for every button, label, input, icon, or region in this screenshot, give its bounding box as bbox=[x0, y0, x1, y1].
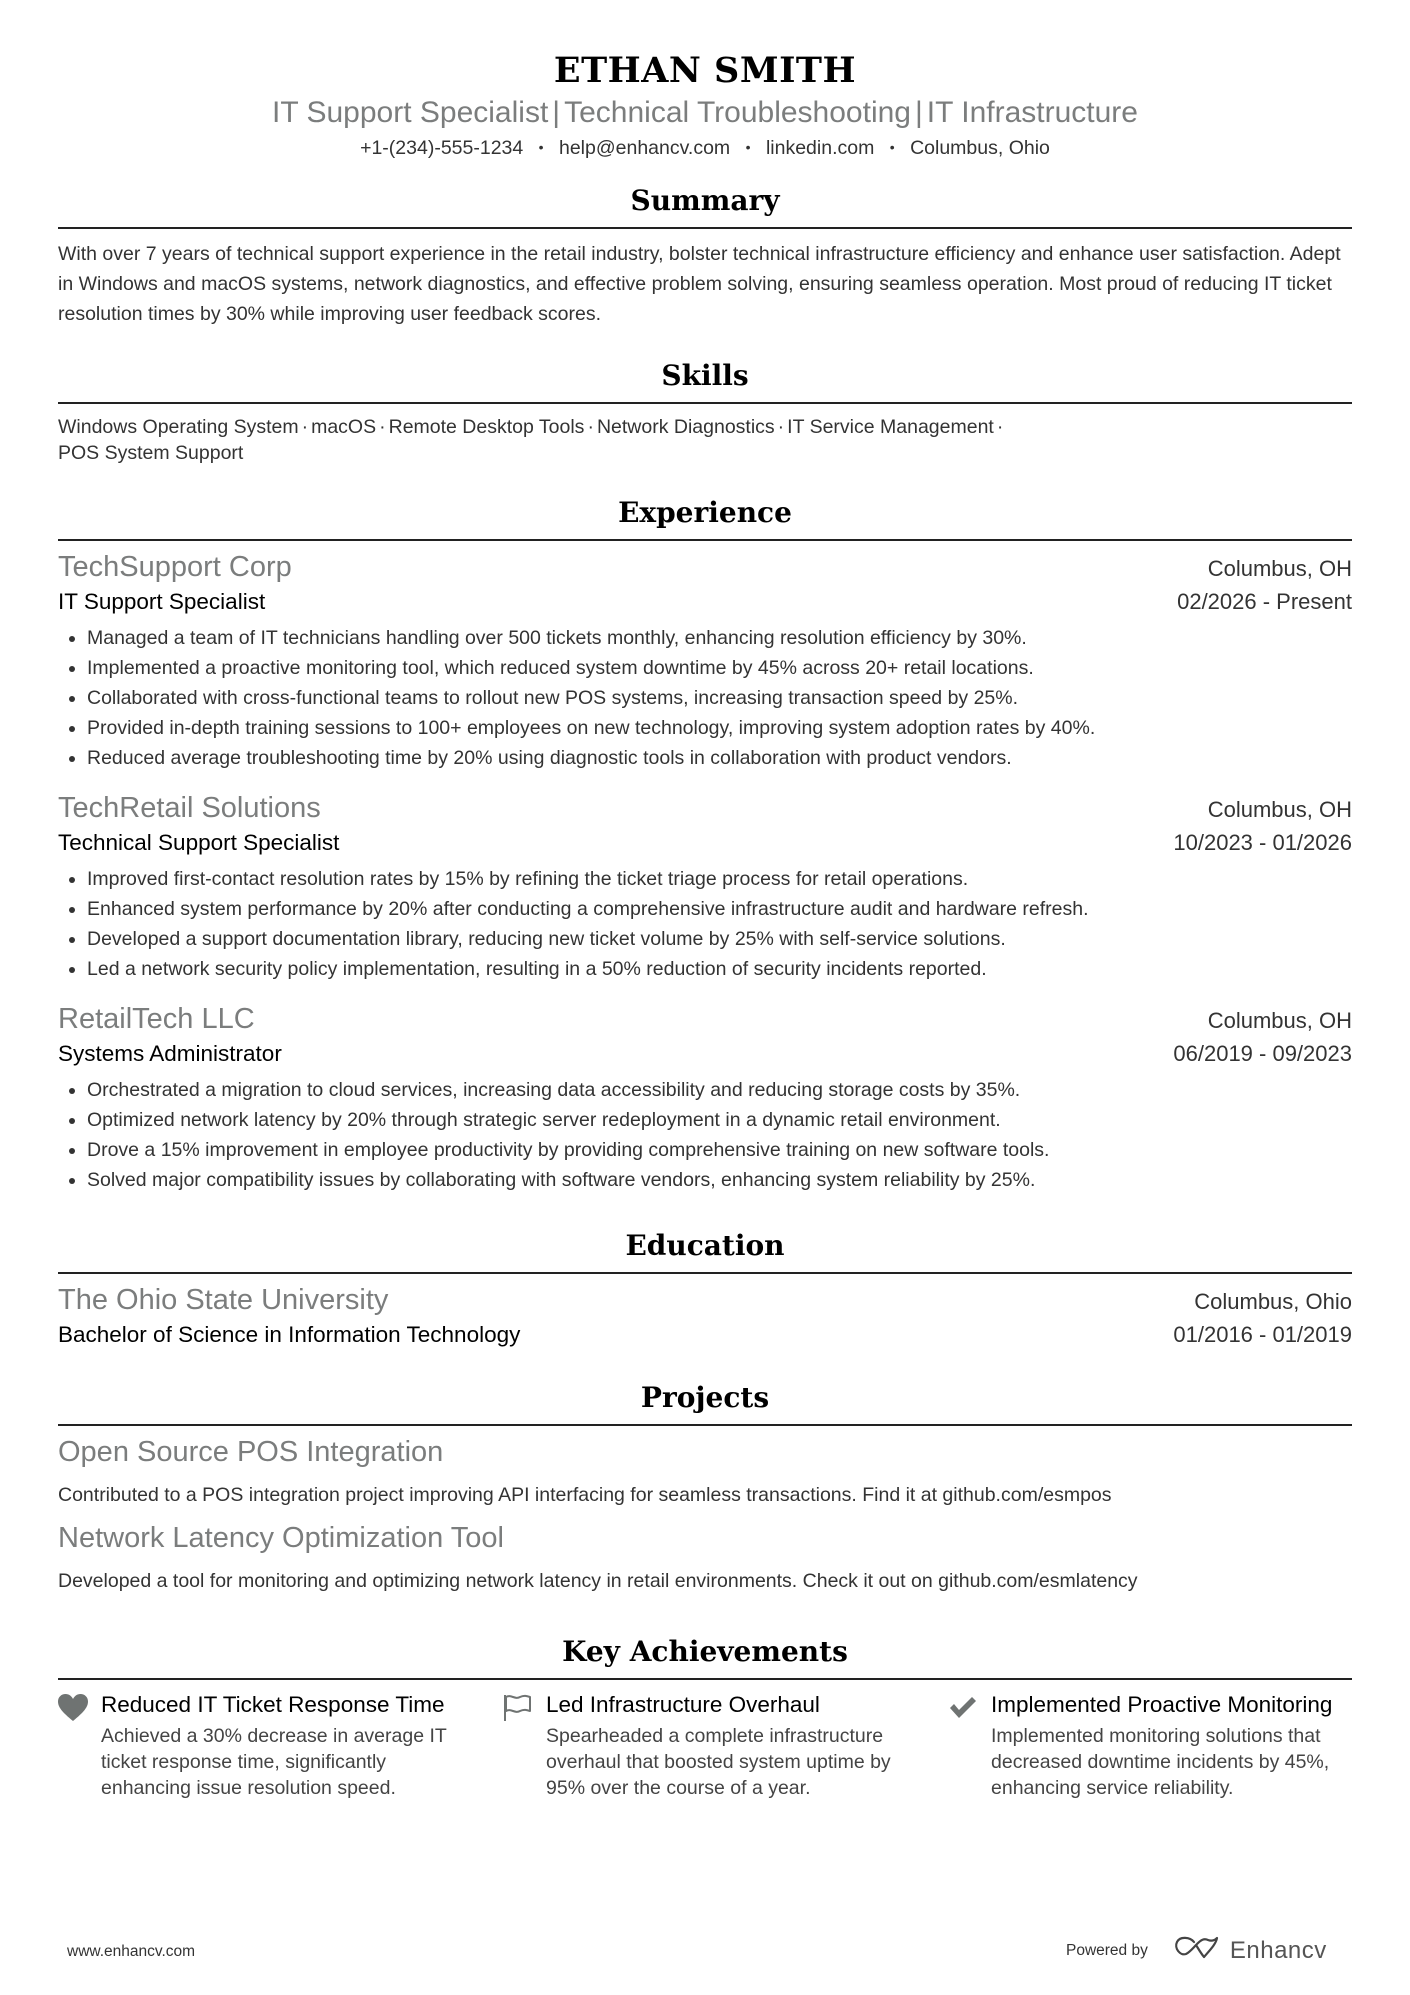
section-heading: Key Achievements bbox=[562, 1635, 848, 1668]
skill-separator: · bbox=[587, 416, 594, 438]
job-bullets bbox=[58, 1075, 1352, 1195]
footer-branding bbox=[1066, 1936, 1327, 1965]
section-divider bbox=[58, 1678, 1352, 1680]
section-heading: Projects bbox=[640, 1381, 770, 1414]
achievement-description: Achieved a 30% decrease in average IT ticket response time, significantly enhancing issue resolution speed. bbox=[101, 1725, 447, 1799]
achievement-title: Led Infrastructure Overhaul bbox=[546, 1692, 820, 1717]
section-divider bbox=[58, 1272, 1352, 1274]
bullet-item: Managed a team of IT technicians handling over 500 tickets monthly, enhancing resolution efficiency by 30%. bbox=[58, 623, 1352, 653]
contact-line bbox=[58, 134, 1352, 161]
email-link[interactable]: help@enhancv.com bbox=[558, 137, 731, 159]
powered-by-label: Powered by bbox=[1066, 1941, 1148, 1959]
flag-icon bbox=[503, 1694, 533, 1722]
bullet-item: Collaborated with cross-functional teams to rollout new POS systems, increasing transaction speed by 25%. bbox=[58, 683, 1352, 713]
skill-separator: · bbox=[379, 416, 386, 438]
section-heading: Education bbox=[625, 1229, 785, 1262]
heart-icon bbox=[58, 1694, 88, 1722]
skill-item: POS System Support bbox=[58, 442, 244, 464]
enhancv-logo-icon bbox=[1174, 1936, 1220, 1965]
bullet-item: Provided in-depth training sessions to 100+ employees on new technology, improving system adoption rates by 40%. bbox=[58, 713, 1352, 743]
school-name: The Ohio State University bbox=[58, 1284, 389, 1316]
job-dates: 10/2023 - 01/2026 bbox=[1173, 830, 1352, 855]
job-bullets bbox=[58, 623, 1352, 773]
summary-text: With over 7 years of technical support experience in the retail industry, bolster technical infrastructure efficiency and enhance user satisfaction. Adept in Windows and macOS systems, network diagnostics, and effective problem solving, ensuring seamless operation. Most proud of reducing IT ticket resolution times by 30% while improving user feedback scores. bbox=[58, 243, 1341, 325]
section-heading: Summary bbox=[630, 184, 780, 217]
bullet-item: Orchestrated a migration to cloud services, increasing data accessibility and reducing storage costs by 35%. bbox=[58, 1075, 1352, 1105]
checkmark-icon bbox=[948, 1694, 978, 1722]
brand-name: Enhancv bbox=[1229, 1936, 1327, 1964]
company-name: RetailTech LLC bbox=[58, 1003, 255, 1035]
linkedin-link[interactable]: linkedin.com bbox=[765, 137, 875, 159]
job-title: Systems Administrator bbox=[58, 1041, 282, 1066]
job-location: Columbus, OH bbox=[1207, 556, 1352, 581]
school-location: Columbus, Ohio bbox=[1194, 1289, 1352, 1314]
summary-section bbox=[58, 183, 1352, 329]
company-name: TechSupport Corp bbox=[58, 551, 292, 583]
section-divider bbox=[58, 539, 1352, 541]
section-heading: Skills bbox=[661, 359, 749, 392]
skill-item: Network Diagnostics bbox=[596, 416, 775, 438]
contact-separator: • bbox=[538, 139, 544, 155]
bullet-item: Developed a support documentation library, reducing new ticket volume by 25% with self-service solutions. bbox=[58, 924, 1352, 954]
job-location: Columbus, OH bbox=[1207, 797, 1352, 822]
headline-separator: | bbox=[914, 96, 923, 129]
bullet-item: Optimized network latency by 20% through strategic server redeployment in a dynamic retail environment. bbox=[58, 1105, 1352, 1135]
skill-item: macOS bbox=[311, 416, 377, 438]
bullet-item: Solved major compatibility issues by collaborating with software vendors, enhancing system reliability by 25%. bbox=[58, 1165, 1352, 1195]
skill-item: IT Service Management bbox=[787, 416, 994, 438]
skills-list bbox=[58, 414, 1352, 466]
experience-section bbox=[58, 495, 1352, 541]
experience-entry bbox=[58, 549, 1352, 773]
skill-separator: · bbox=[996, 416, 1004, 438]
headline-part: Technical Troubleshooting bbox=[564, 96, 911, 129]
project-title: Network Latency Optimization Tool bbox=[58, 1522, 504, 1554]
resume-header bbox=[58, 0, 1352, 161]
skill-separator: · bbox=[301, 416, 309, 438]
achievement-description: Spearheaded a complete infrastructure overhaul that boosted system uptime by 95% over the course of a year. bbox=[546, 1725, 891, 1799]
bullet-item: Improved first-contact resolution rates by 15% by refining the ticket triage process for retail operations. bbox=[58, 864, 1352, 894]
job-location: Columbus, OH bbox=[1207, 1008, 1352, 1033]
education-dates: 01/2016 - 01/2019 bbox=[1173, 1322, 1352, 1347]
projects-section bbox=[58, 1380, 1352, 1596]
bullet-item: Implemented a proactive monitoring tool, which reduced system downtime by 45% across 20+ retail locations. bbox=[58, 653, 1352, 683]
headline-separator: | bbox=[552, 96, 561, 129]
degree: Bachelor of Science in Information Technology bbox=[58, 1322, 521, 1347]
headline-part: IT Support Specialist bbox=[272, 96, 549, 129]
project-title: Open Source POS Integration bbox=[58, 1436, 444, 1468]
job-title: Technical Support Specialist bbox=[58, 830, 340, 855]
achievements-section bbox=[58, 1634, 1352, 1680]
job-title: IT Support Specialist bbox=[58, 589, 266, 614]
candidate-name: ETHAN SMITH bbox=[553, 50, 857, 91]
footer-website-link[interactable]: www.enhancv.com bbox=[67, 1943, 196, 1960]
section-divider bbox=[58, 227, 1352, 229]
section-heading: Experience bbox=[618, 496, 792, 529]
project-entry bbox=[58, 1520, 1352, 1596]
education-section bbox=[58, 1228, 1352, 1352]
contact-separator: • bbox=[889, 139, 895, 155]
location: Columbus, Ohio bbox=[910, 137, 1050, 159]
skill-item: Windows Operating System bbox=[58, 416, 299, 438]
project-entry bbox=[58, 1434, 1352, 1510]
experience-entry bbox=[58, 790, 1352, 984]
company-name: TechRetail Solutions bbox=[58, 792, 321, 824]
bullet-item: Led a network security policy implementation, resulting in a 50% reduction of security incidents reported. bbox=[58, 954, 1352, 984]
bullet-item: Enhanced system performance by 20% after conducting a comprehensive infrastructure audit and hardware refresh. bbox=[58, 894, 1352, 924]
phone: +1-(234)-555-1234 bbox=[360, 137, 524, 159]
contact-separator: • bbox=[745, 139, 751, 155]
job-dates: 06/2019 - 09/2023 bbox=[1173, 1041, 1352, 1066]
skill-separator: · bbox=[777, 416, 785, 438]
achievement-title: Implemented Proactive Monitoring bbox=[991, 1692, 1333, 1717]
headline bbox=[58, 94, 1352, 132]
headline-part: IT Infrastructure bbox=[926, 96, 1138, 129]
bullet-item: Reduced average troubleshooting time by 20% using diagnostic tools in collaboration with product vendors. bbox=[58, 743, 1352, 773]
achievement-title: Reduced IT Ticket Response Time bbox=[101, 1692, 445, 1717]
achievement-description: Implemented monitoring solutions that decreased downtime incidents by 45%, enhancing service reliability. bbox=[991, 1725, 1330, 1799]
section-divider bbox=[58, 1424, 1352, 1426]
job-dates: 02/2026 - Present bbox=[1177, 589, 1352, 614]
project-description: Contributed to a POS integration project improving API interfacing for seamless transactions. Find it at github.com/esmpos bbox=[58, 1484, 1112, 1506]
experience-entry bbox=[58, 1001, 1352, 1195]
section-divider bbox=[58, 402, 1352, 404]
project-description: Developed a tool for monitoring and optimizing network latency in retail environments. Check it out on github.com/esmlatency bbox=[58, 1570, 1138, 1592]
bullet-item: Drove a 15% improvement in employee productivity by providing comprehensive training on new software tools. bbox=[58, 1135, 1352, 1165]
skill-item: Remote Desktop Tools bbox=[388, 416, 585, 438]
resume-page bbox=[58, 0, 1352, 1799]
skills-section bbox=[58, 358, 1352, 466]
job-bullets bbox=[58, 864, 1352, 984]
